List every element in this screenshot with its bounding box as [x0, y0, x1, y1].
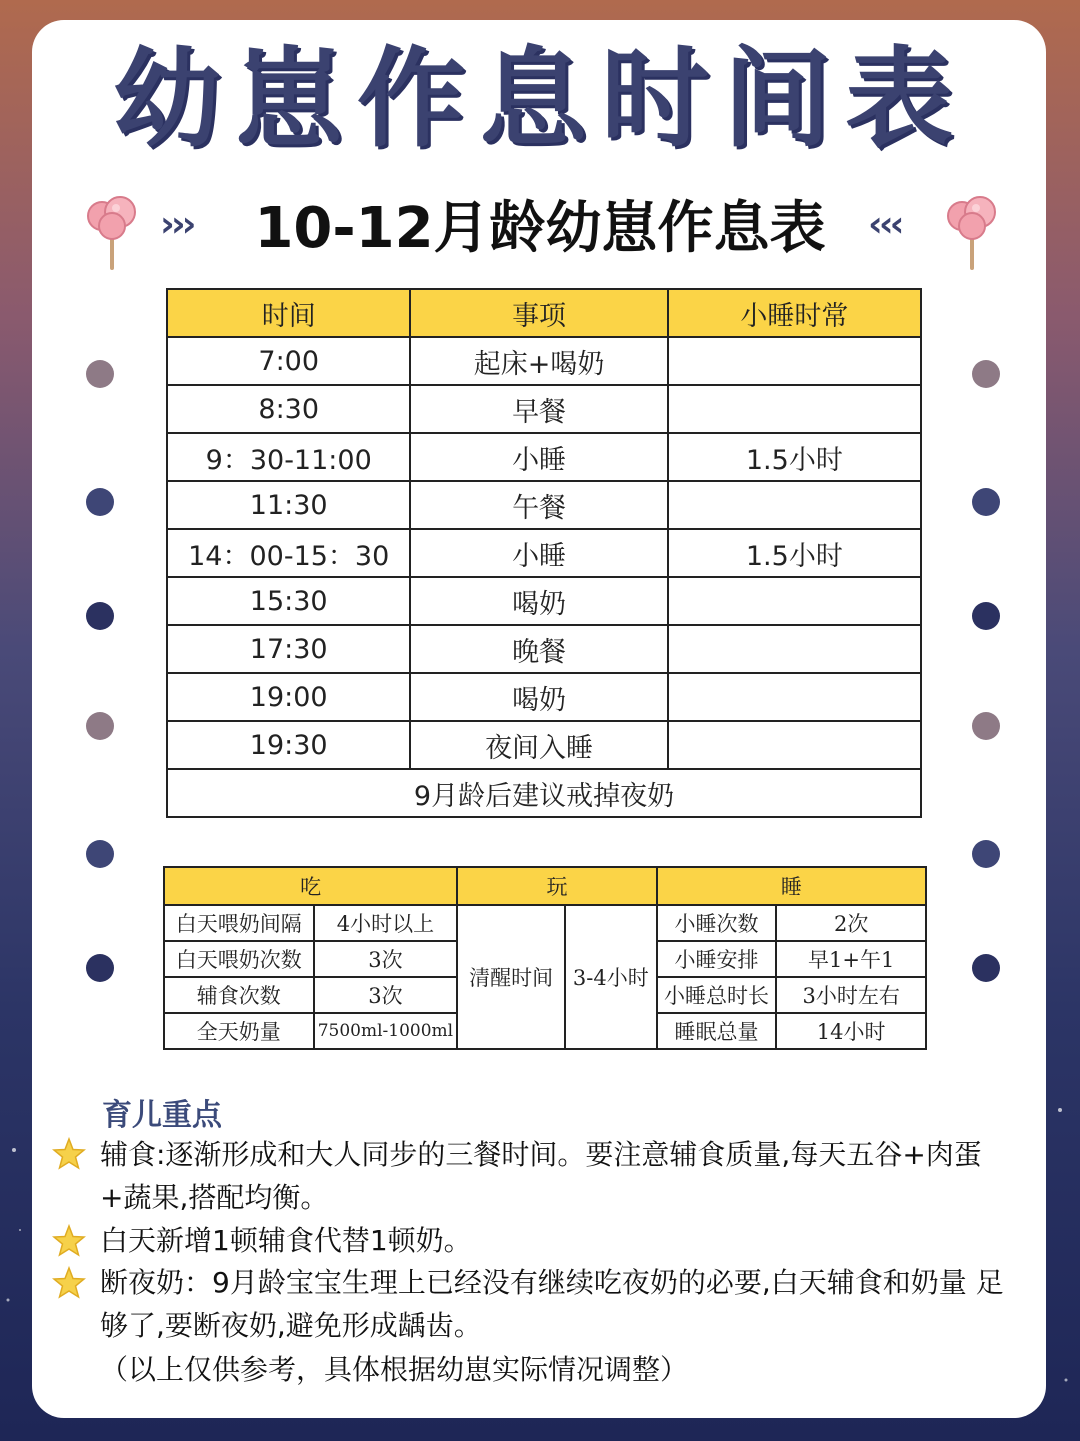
time-cell: 7:00 — [167, 337, 410, 385]
column-header: 事项 — [410, 289, 667, 337]
binder-dot — [86, 602, 114, 630]
time-cell: 8:30 — [167, 385, 410, 433]
binder-dot — [86, 488, 114, 516]
activity-cell: 起床+喝奶 — [410, 337, 667, 385]
time-cell: 14：00-15：30 — [167, 529, 410, 577]
binder-dot — [972, 840, 1000, 868]
binder-dot — [972, 360, 1000, 388]
table-row — [167, 529, 921, 577]
eat-value-cell: 7500ml-1000ml — [314, 1013, 458, 1049]
schedule-table — [166, 288, 922, 818]
binder-dot — [972, 954, 1000, 982]
eat-label-cell: 全天奶量 — [164, 1013, 314, 1049]
nap-duration-cell: 1.5小时 — [668, 529, 921, 577]
table-row — [167, 385, 921, 433]
play-header: 玩 — [457, 867, 656, 905]
time-cell: 15:30 — [167, 577, 410, 625]
tip-item: 断夜奶：9月龄宝宝生理上已经没有继续吃夜奶的必要,白天辅食和奶量 足够了,要断夜奶,避免形成龋齿。 — [100, 1266, 1004, 1342]
table-row — [167, 625, 921, 673]
subtitle-row — [0, 190, 1080, 270]
activity-cell: 小睡 — [410, 433, 667, 481]
play-label-cell: 清醒时间 — [457, 905, 565, 1049]
activity-cell: 午餐 — [410, 481, 667, 529]
sleep-value-cell: 2次 — [776, 905, 926, 941]
play-value-cell: 3-4小时 — [565, 905, 657, 1049]
eat-label-cell: 白天喂奶间隔 — [164, 905, 314, 941]
time-cell: 19:00 — [167, 673, 410, 721]
table-row — [167, 337, 921, 385]
table-row — [164, 905, 926, 941]
column-header: 小睡时常 — [668, 289, 921, 337]
column-header: 时间 — [167, 289, 410, 337]
activity-cell: 晚餐 — [410, 625, 667, 673]
table-row — [167, 481, 921, 529]
binder-dot — [972, 602, 1000, 630]
binder-dot — [86, 360, 114, 388]
nap-duration-cell — [668, 625, 921, 673]
activity-cell: 夜间入睡 — [410, 721, 667, 769]
time-cell: 9：30-11:00 — [167, 433, 410, 481]
nap-duration-cell — [668, 481, 921, 529]
sleep-value-cell: 14小时 — [776, 1013, 926, 1049]
time-cell: 17:30 — [167, 625, 410, 673]
sleep-label-cell: 小睡总时长 — [657, 977, 777, 1013]
binder-dot — [972, 712, 1000, 740]
activity-cell: 喝奶 — [410, 673, 667, 721]
arrows-left-icon: ‹‹‹ — [868, 204, 901, 245]
tip-item: 辅食:逐渐形成和大人同步的三餐时间。要注意辅食质量,每天五谷+肉蛋+蔬果,搭配均衡。 — [100, 1138, 982, 1214]
eat-value-cell: 3次 — [314, 977, 458, 1013]
nap-duration-cell: 1.5小时 — [668, 433, 921, 481]
table-row — [167, 433, 921, 481]
activity-cell: 早餐 — [410, 385, 667, 433]
activity-cell: 小睡 — [410, 529, 667, 577]
eat-label-cell: 辅食次数 — [164, 977, 314, 1013]
eat-value-cell: 3次 — [314, 941, 458, 977]
subtitle: 10-12月龄幼崽作息表 — [254, 196, 826, 261]
tip-item: 白天新增1顿辅食代替1顿奶。 — [100, 1224, 472, 1257]
binder-dot — [972, 488, 1000, 516]
star-icon — [52, 1137, 86, 1171]
nap-duration-cell — [668, 385, 921, 433]
nap-duration-cell — [668, 337, 921, 385]
nap-duration-cell — [668, 673, 921, 721]
sleep-header: 睡 — [657, 867, 926, 905]
time-cell: 11:30 — [167, 481, 410, 529]
star-icon — [52, 1266, 86, 1300]
nap-duration-cell — [668, 721, 921, 769]
footer-note-cell: 9月龄后建议戒掉夜奶 — [167, 769, 921, 817]
nap-duration-cell — [668, 577, 921, 625]
activity-cell: 喝奶 — [410, 577, 667, 625]
tips-title: 育儿重点 — [102, 1098, 222, 1133]
table-header-row — [164, 867, 926, 905]
time-cell: 19:30 — [167, 721, 410, 769]
table-header-row — [167, 289, 921, 337]
binder-dot — [86, 840, 114, 868]
binder-dot — [86, 712, 114, 740]
arrows-right-icon: ››› — [160, 204, 193, 245]
table-row — [167, 721, 921, 769]
page-title: 幼崽作息时间表 — [112, 37, 967, 162]
sleep-label-cell: 睡眠总量 — [657, 1013, 777, 1049]
eat-header: 吃 — [164, 867, 457, 905]
summary-table — [163, 866, 927, 1050]
sleep-value-cell: 早1+午1 — [776, 941, 926, 977]
binder-dot — [86, 954, 114, 982]
sleep-label-cell: 小睡安排 — [657, 941, 777, 977]
star-icon — [52, 1224, 86, 1258]
table-row — [167, 577, 921, 625]
cotton-candy-icon — [940, 190, 1004, 270]
eat-value-cell: 4小时以上 — [314, 905, 458, 941]
sleep-label-cell: 小睡次数 — [657, 905, 777, 941]
table-row — [167, 673, 921, 721]
sleep-value-cell: 3小时左右 — [776, 977, 926, 1013]
disclaimer-note: （以上仅供参考，具体根据幼崽实际情况调整） — [100, 1353, 689, 1386]
eat-label-cell: 白天喂奶次数 — [164, 941, 314, 977]
table-footer-row — [167, 769, 921, 817]
